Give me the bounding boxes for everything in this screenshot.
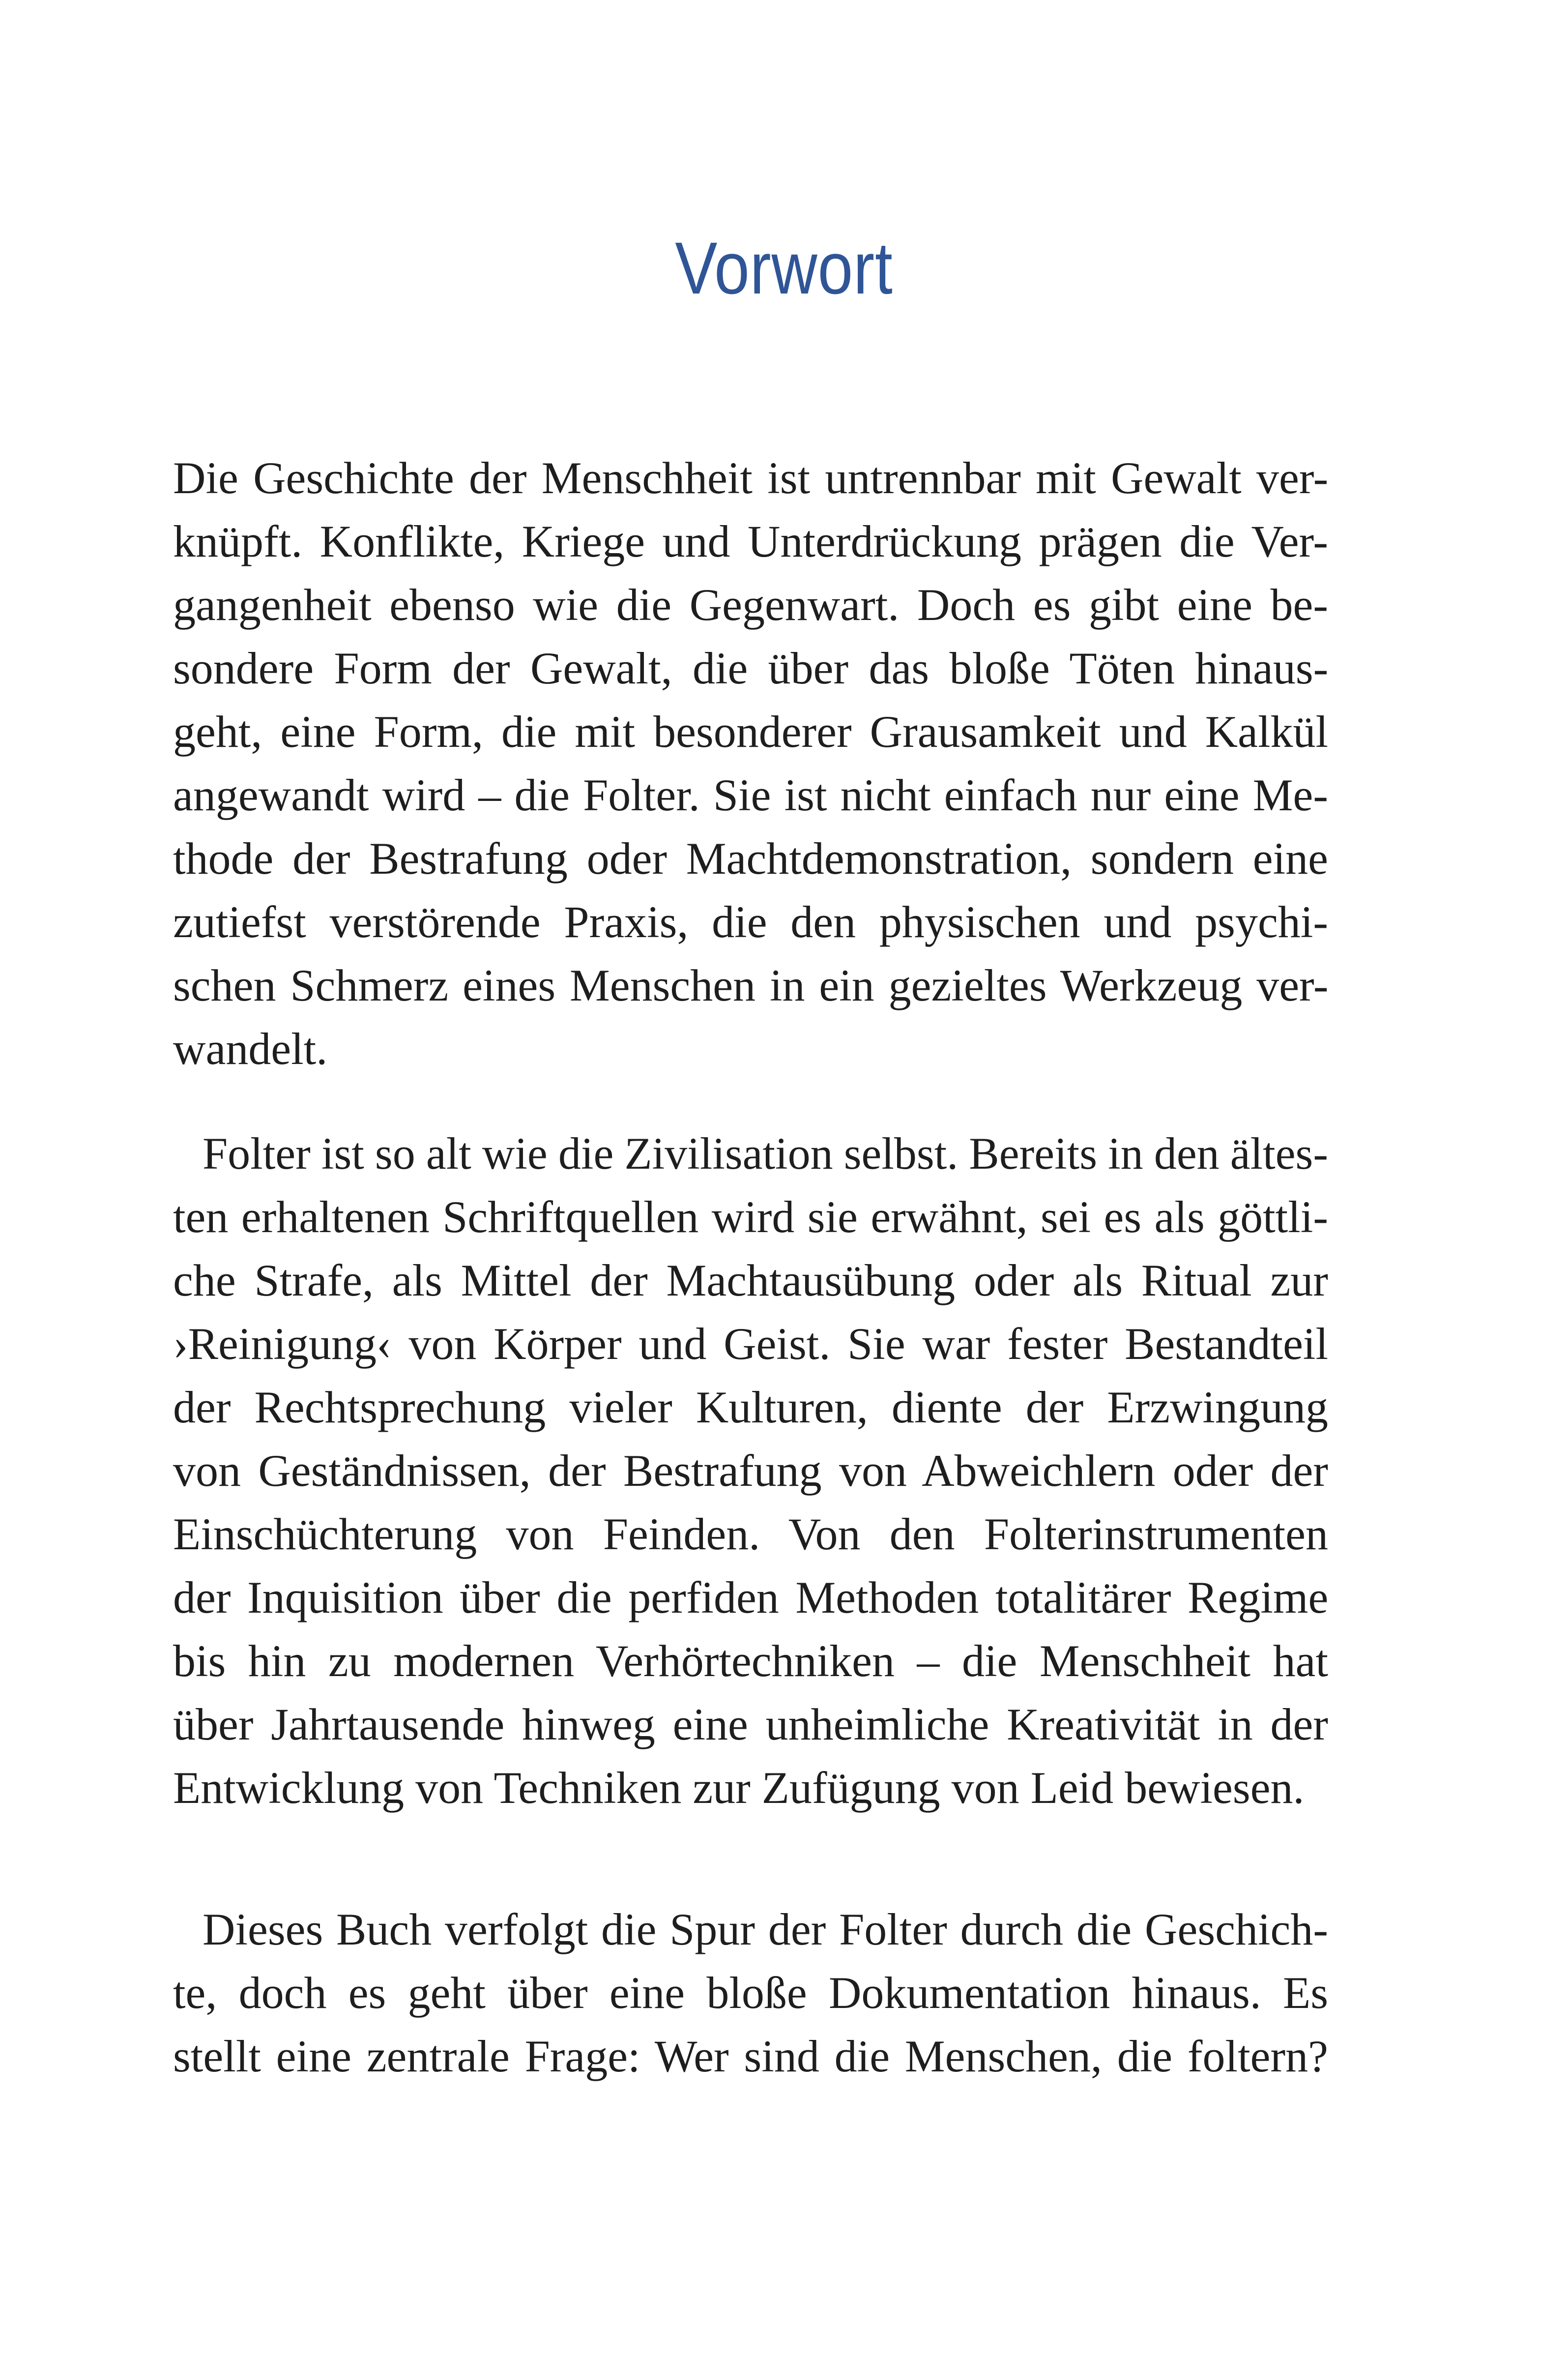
- text-line: te, doch es geht über eine bloße Dokumentation hinaus. Es: [173, 1968, 1328, 2018]
- text-line: Einschüchterung von Feinden. Von den Folterinstrumenten: [173, 1509, 1328, 1559]
- text-line: Entwicklung von Techniken zur Zufügung von Leid bewiesen.: [173, 1763, 1305, 1813]
- text-line: Folter ist so alt wie die Zivilisation selbst. Bereits in den ältes-: [203, 1128, 1328, 1179]
- text-line: thode der Bestrafung oder Machtdemonstration, sondern eine: [173, 833, 1328, 884]
- text-line: wandelt.: [173, 1024, 328, 1074]
- text-line: zutiefst verstörende Praxis, die den physischen und psychi-: [173, 897, 1328, 947]
- text-line: der Inquisition über die perfiden Methoden totalitärer Regime: [173, 1572, 1329, 1622]
- text-line: che Strafe, als Mittel der Machtausübung oder als Ritual zur: [173, 1255, 1328, 1305]
- text-line: sondere Form der Gewalt, die über das bloße Töten hinaus-: [173, 643, 1329, 693]
- text-line: ten erhaltenen Schriftquellen wird sie erwähnt, sei es als göttli-: [173, 1192, 1328, 1242]
- text-line: geht, eine Form, die mit besonderer Grausamkeit und Kalkül: [173, 707, 1329, 757]
- text-line: gangenheit ebenso wie die Gegenwart. Doch es gibt eine be-: [173, 580, 1328, 630]
- text-line: ›Reinigung‹ von Körper und Geist. Sie war fester Bestandteil: [173, 1319, 1329, 1369]
- paragraph-1: [173, 446, 1328, 1081]
- paragraph-2: [173, 1122, 1328, 1820]
- text-line: schen Schmerz eines Menschen in ein gezieltes Werkzeug ver-: [173, 960, 1329, 1010]
- text-line: über Jahrtausende hinweg eine unheimliche Kreativität in der: [173, 1699, 1328, 1749]
- text-line: Dieses Buch verfolgt die Spur der Folter durch die Geschich-: [203, 1904, 1328, 1954]
- text-line: stellt eine zentrale Frage: Wer sind die Menschen, die foltern?: [173, 2031, 1328, 2081]
- paragraph-3: [173, 1898, 1328, 2088]
- text-line: von Geständnissen, der Bestrafung von Abweichlern oder der: [173, 1446, 1328, 1496]
- text-line: angewandt wird – die Folter. Sie ist nicht einfach nur eine Me-: [173, 770, 1328, 820]
- text-line: bis hin zu modernen Verhörtechniken – die Menschheit hat: [173, 1636, 1328, 1686]
- text-line: Die Geschichte der Menschheit ist untrennbar mit Gewalt ver-: [173, 453, 1329, 503]
- text-line: der Rechtsprechung vieler Kulturen, diente der Erzwingung: [173, 1382, 1328, 1432]
- chapter-title: Vorwort: [675, 227, 893, 309]
- text-line: knüpft. Konflikte, Kriege und Unterdrückung prägen die Ver-: [173, 516, 1328, 566]
